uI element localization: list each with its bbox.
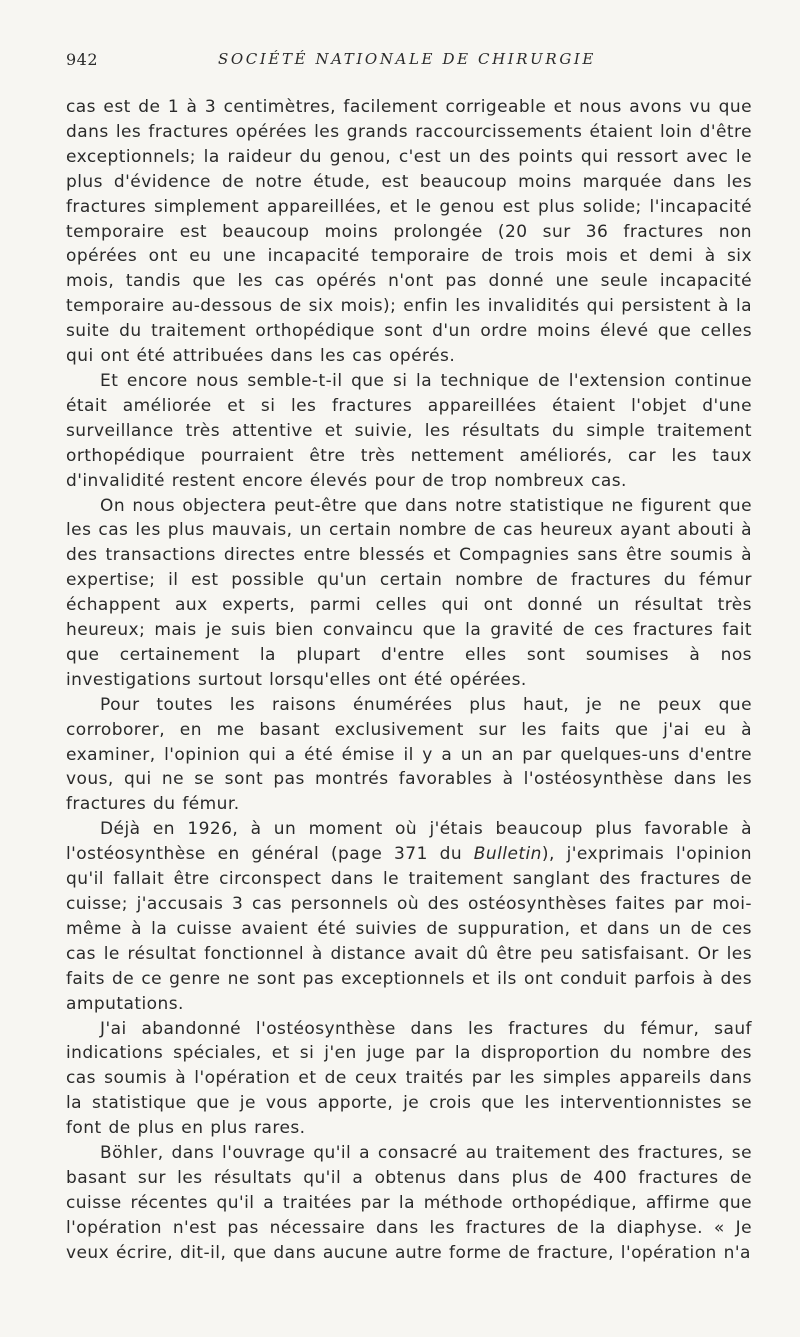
paragraph: J'ai abandonné l'ostéosynthèse dans les fractures du fémur, sauf indications spéciales, et si j'en juge par la disproportion du nombre des cas soumis à l'opération et de ceux traités par les simples appareils dans la statistique que je vous apporte, je crois que les interventionnistes se font de plus en plus rares. — [66, 1018, 752, 1139]
paragraph-text: Déjà en 1926, à un moment où j'étais beaucoup plus favorable à l'ostéosynthèse en général (page 371 du — [66, 819, 752, 865]
paragraph: Et encore nous semble-t-il que si la technique de l'extension continue était améliorée et si les fractures appareillées étaient l'objet d'une surveillance très attentive et suivie, les résultats du simple traitement orthopédique pourraient être très nettement améliorés, car les taux d'invalidité restent encore élevés pour de trop nombreux cas. — [66, 370, 752, 491]
paragraph-continued: cas est de 1 à 3 centimètres, facilement corrigeable et nous avons vu que dans les fractures opérées les grands raccourcissements étaient loin d'être exceptionnels; la raideur du genou, c'est un des points qui ressort avec le plus d'évidence de notre étude, est beaucoup moins marquée dans les fractures simplement appareillées, et le genou est plus solide; l'incapacité temporaire est beaucoup moins prolongée (20 sur 36 fractures non opérées ont eu une incapacité temporaire de trois mois et demi à six mois, tandis que les cas opérés n'ont pas donné une seule incapacité temporaire au-dessous de six mois); enfin les invalidités qui persistent à la suite du traitement orthopédique sont d'un ordre moins élevé que celles qui ont été attribuées dans les cas opérés. — [66, 97, 752, 367]
body-text — [66, 95, 752, 1266]
page-number: 942 — [66, 50, 99, 69]
bulletin-citation: Bulletin — [473, 844, 542, 865]
paragraph: On nous objectera peut-être que dans notre statistique ne figurent que les cas les plus mauvais, un certain nombre de cas heureux ayant abouti à des transactions directes entre blessés et Compagnies sans être soumis à expertise; il est possible qu'un certain nombre de fractures du fémur échappent aux experts, parmi celles qui ont donné un résultat très heureux; mais je suis bien convaincu que la gravité de ces fractures fait que certainement la plupart d'entre elles sont soumises à nos investigations surtout lorsqu'elles ont été opérées. — [66, 495, 752, 690]
paragraph-with-citation — [66, 817, 752, 1016]
paragraph: Pour toutes les raisons énumérées plus haut, je ne peux que corroborer, en me basant exclusivement sur les faits que j'ai eu à examiner, l'opinion qui a été émise il y a un an par quelques-uns d'entre vous, qui ne se sont pas montrés favorables à l'ostéosynthèse dans les fractures du fémur. — [66, 694, 752, 815]
running-header — [66, 50, 748, 74]
paragraph-text: ), j'exprimais l'opinion qu'il fallait être circonspect dans le traitement sanglant des fractures de cuisse; j'accusais 3 cas personnels où des ostéosynthèses faites par moi-même à la cuisse avaient été suivies de suppuration, et dans un de ces cas le résultat fonctionnel à distance avait dû être peu satisfaisant. Or les faits de ce genre ne sont pas exceptionnels et ils ont conduit parfois à des amputations. — [66, 844, 752, 1014]
journal-title: SOCIÉTÉ NATIONALE DE CHIRURGIE — [218, 50, 596, 68]
paragraph: Böhler, dans l'ouvrage qu'il a consacré au traitement des fractures, se basant sur les résultats qu'il a obtenus dans plus de 400 fractures de cuisse récentes qu'il a traitées par la méthode orthopédique, affirme que l'opération n'est pas nécessaire dans les fractures de la diaphyse. « Je veux écrire, dit-il, que dans aucune autre forme de fracture, l'opération n'a — [66, 1143, 752, 1263]
